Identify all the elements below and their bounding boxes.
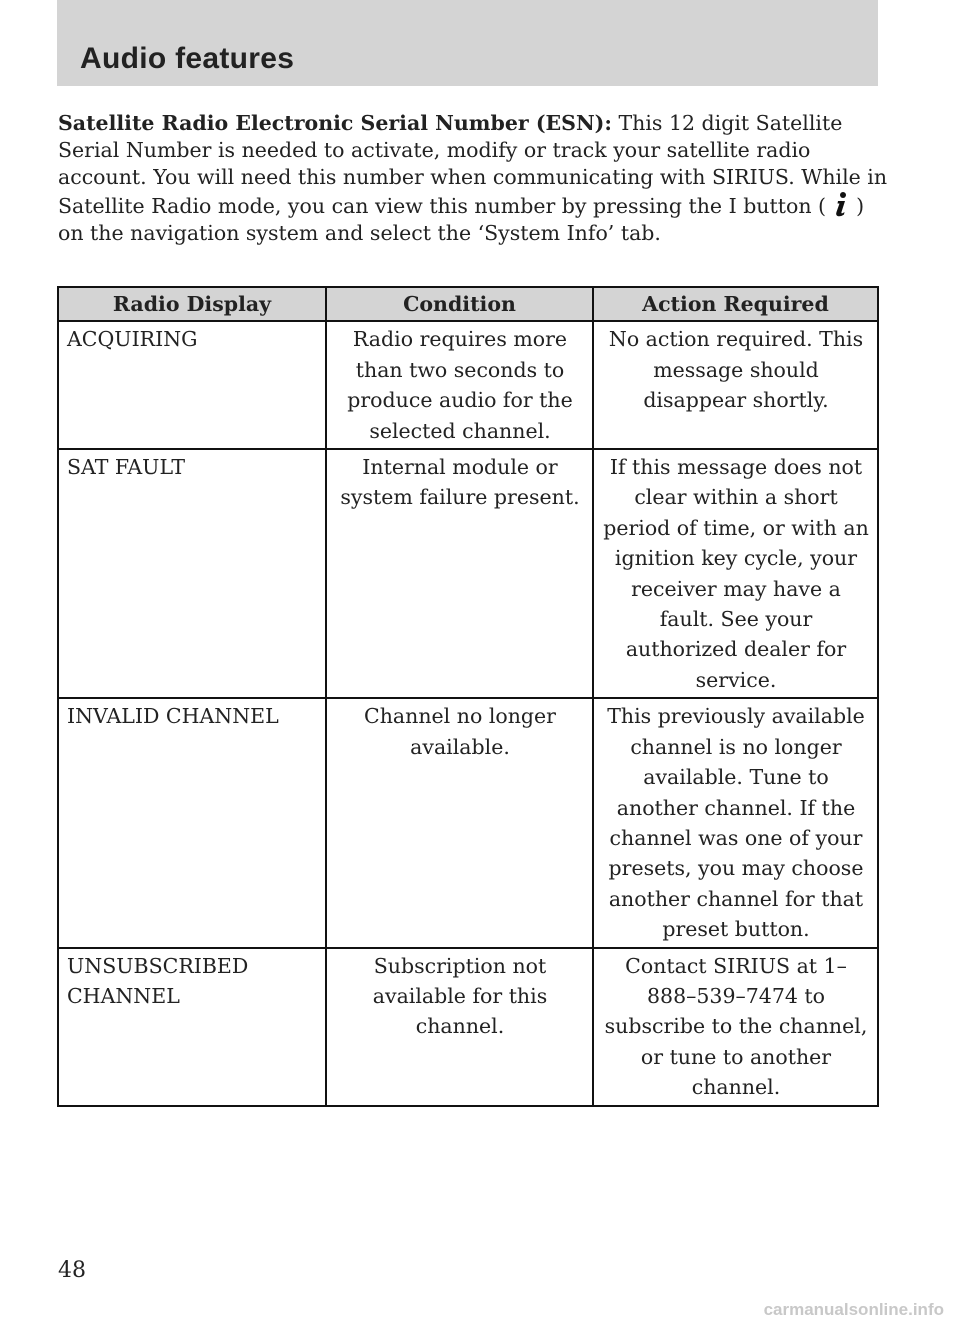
table-row <box>58 449 878 698</box>
watermark: carmanualsonline.info <box>763 1300 944 1319</box>
esn-text-part2: ) on the navigation system and select the ‘System Info’ tab. <box>58 194 865 245</box>
table-row <box>58 948 878 1106</box>
condition-cell: Radio requires more than two seconds to produce audio for the selected channel. <box>326 321 593 449</box>
action-cell: No action required. This message should disappear shortly. <box>593 321 878 449</box>
action-cell: This previously available channel is no longer available. Tune to another channel. If the channel was one of your presets, you may choose another channel for that preset button. <box>593 698 878 947</box>
esn-paragraph <box>58 110 888 247</box>
condition-cell: Subscription not available for this channel. <box>326 948 593 1106</box>
esn-text-part1: This 12 digit Satellite Serial Number is needed to activate, modify or track your satellite radio account. You will need this number when communicating with SIRIUS. While in Satellite Radio mode, you can view this number by pressing the I button ( <box>58 111 888 218</box>
radio-display-cell: UNSUBSCRIBED CHANNEL <box>58 948 326 1106</box>
column-header-radio-display: Radio Display <box>58 287 326 321</box>
table-row <box>58 321 878 449</box>
condition-cell: Channel no longer available. <box>326 698 593 947</box>
radio-display-cell: INVALID CHANNEL <box>58 698 326 947</box>
radio-messages-table <box>57 286 879 1107</box>
section-title: Audio features <box>80 42 295 75</box>
condition-cell: Internal module or system failure present. <box>326 449 593 698</box>
esn-heading: Satellite Radio Electronic Serial Number (ESN): <box>58 111 612 135</box>
table-header-row <box>58 287 878 321</box>
page-number: 48 <box>58 1258 86 1283</box>
radio-display-cell: ACQUIRING <box>58 321 326 449</box>
radio-display-cell: SAT FAULT <box>58 449 326 698</box>
action-cell: Contact SIRIUS at 1–888–539–7474 to subscribe to the channel, or tune to another channel. <box>593 948 878 1106</box>
table-row <box>58 698 878 947</box>
info-icon <box>828 191 854 217</box>
action-cell: If this message does not clear within a short period of time, or with an ignition key cycle, your receiver may have a fault. See your authorized dealer for service. <box>593 449 878 698</box>
column-header-action-required: Action Required <box>593 287 878 321</box>
column-header-condition: Condition <box>326 287 593 321</box>
